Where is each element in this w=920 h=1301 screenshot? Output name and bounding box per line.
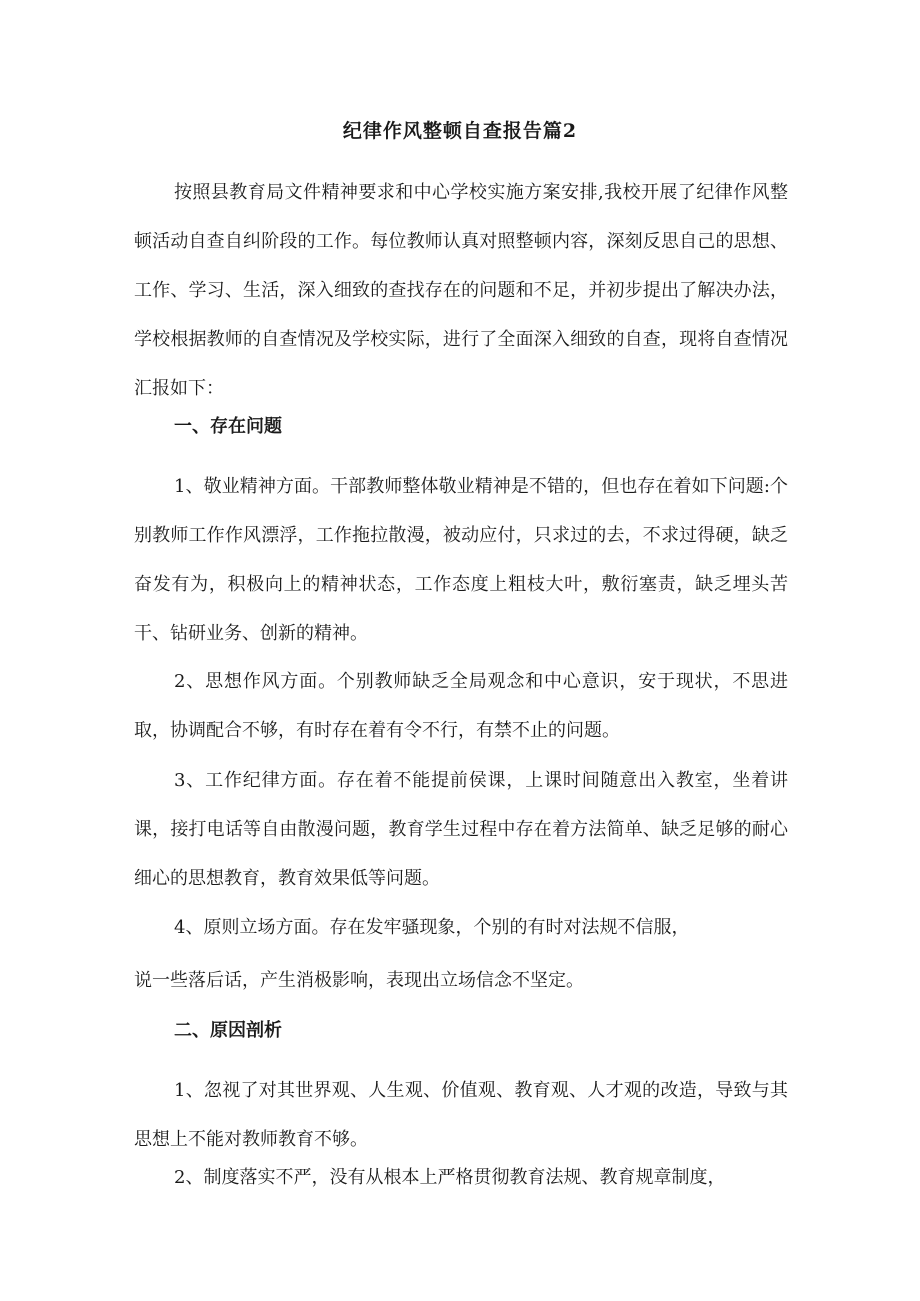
- section-heading-problems: 一、存在问题: [174, 416, 282, 437]
- intro-paragraph: 按照县教育局文件精神要求和中心学校实施方案安排,我校开展了纪律作风整顿活动自查自纠阶段的工作。每位教师认真对照整顿内容，深刻反思自己的思想、工作、学习、生活，深入细致的查找存在的问题和不足，并初步提出了解决办法，学校根据教师的自查情况及学校实际，进行了全面深入细致的自查，现将自查情况汇报如下：: [134, 182, 788, 399]
- problem-item-4-line-2: 说一些落后话，产生消极影响，表现出立场信念不坚定。: [134, 970, 584, 991]
- cause-item-1: 1、忽视了对其世界观、人生观、价值观、教育观、人才观的改造，导致与其思想上不能对教师教育不够。: [134, 1080, 788, 1150]
- problem-item-4-line-1: 4、原则立场方面。存在发牢骚现象，个别的有时对法规不信服，: [174, 917, 690, 938]
- section-heading-causes: 二、原因剖析: [174, 1020, 282, 1041]
- problem-item-3: 3、工作纪律方面。存在着不能提前侯课，上课时间随意出入教室，坐着讲课，接打电话等自由散漫问题，教育学生过程中存在着方法简单、缺乏足够的耐心细心的思想教育，教育效果低等问题。: [134, 770, 788, 889]
- problem-item-1: 1、敬业精神方面。干部教师整体敬业精神是不错的，但也存在着如下问题:个别教师工作作风漂浮，工作拖拉散漫，被动应付，只求过的去，不求过得硬，缺乏奋发有为，积极向上的精神状态，工作态度上粗枝大叶，敷衍塞责，缺乏埋头苦干、钻研业务、创新的精神。: [134, 476, 788, 644]
- problem-item-2: 2、思想作风方面。个别教师缺乏全局观念和中心意识，安于现状，不思进取，协调配合不够，有时存在着有令不行，有禁不止的问题。: [134, 671, 788, 741]
- document-title: 纪律作风整顿自查报告篇2: [342, 120, 578, 142]
- cause-item-2-line-1: 2、制度落实不严，没有从根本上严格贯彻教育法规、教育规章制度，: [174, 1167, 726, 1188]
